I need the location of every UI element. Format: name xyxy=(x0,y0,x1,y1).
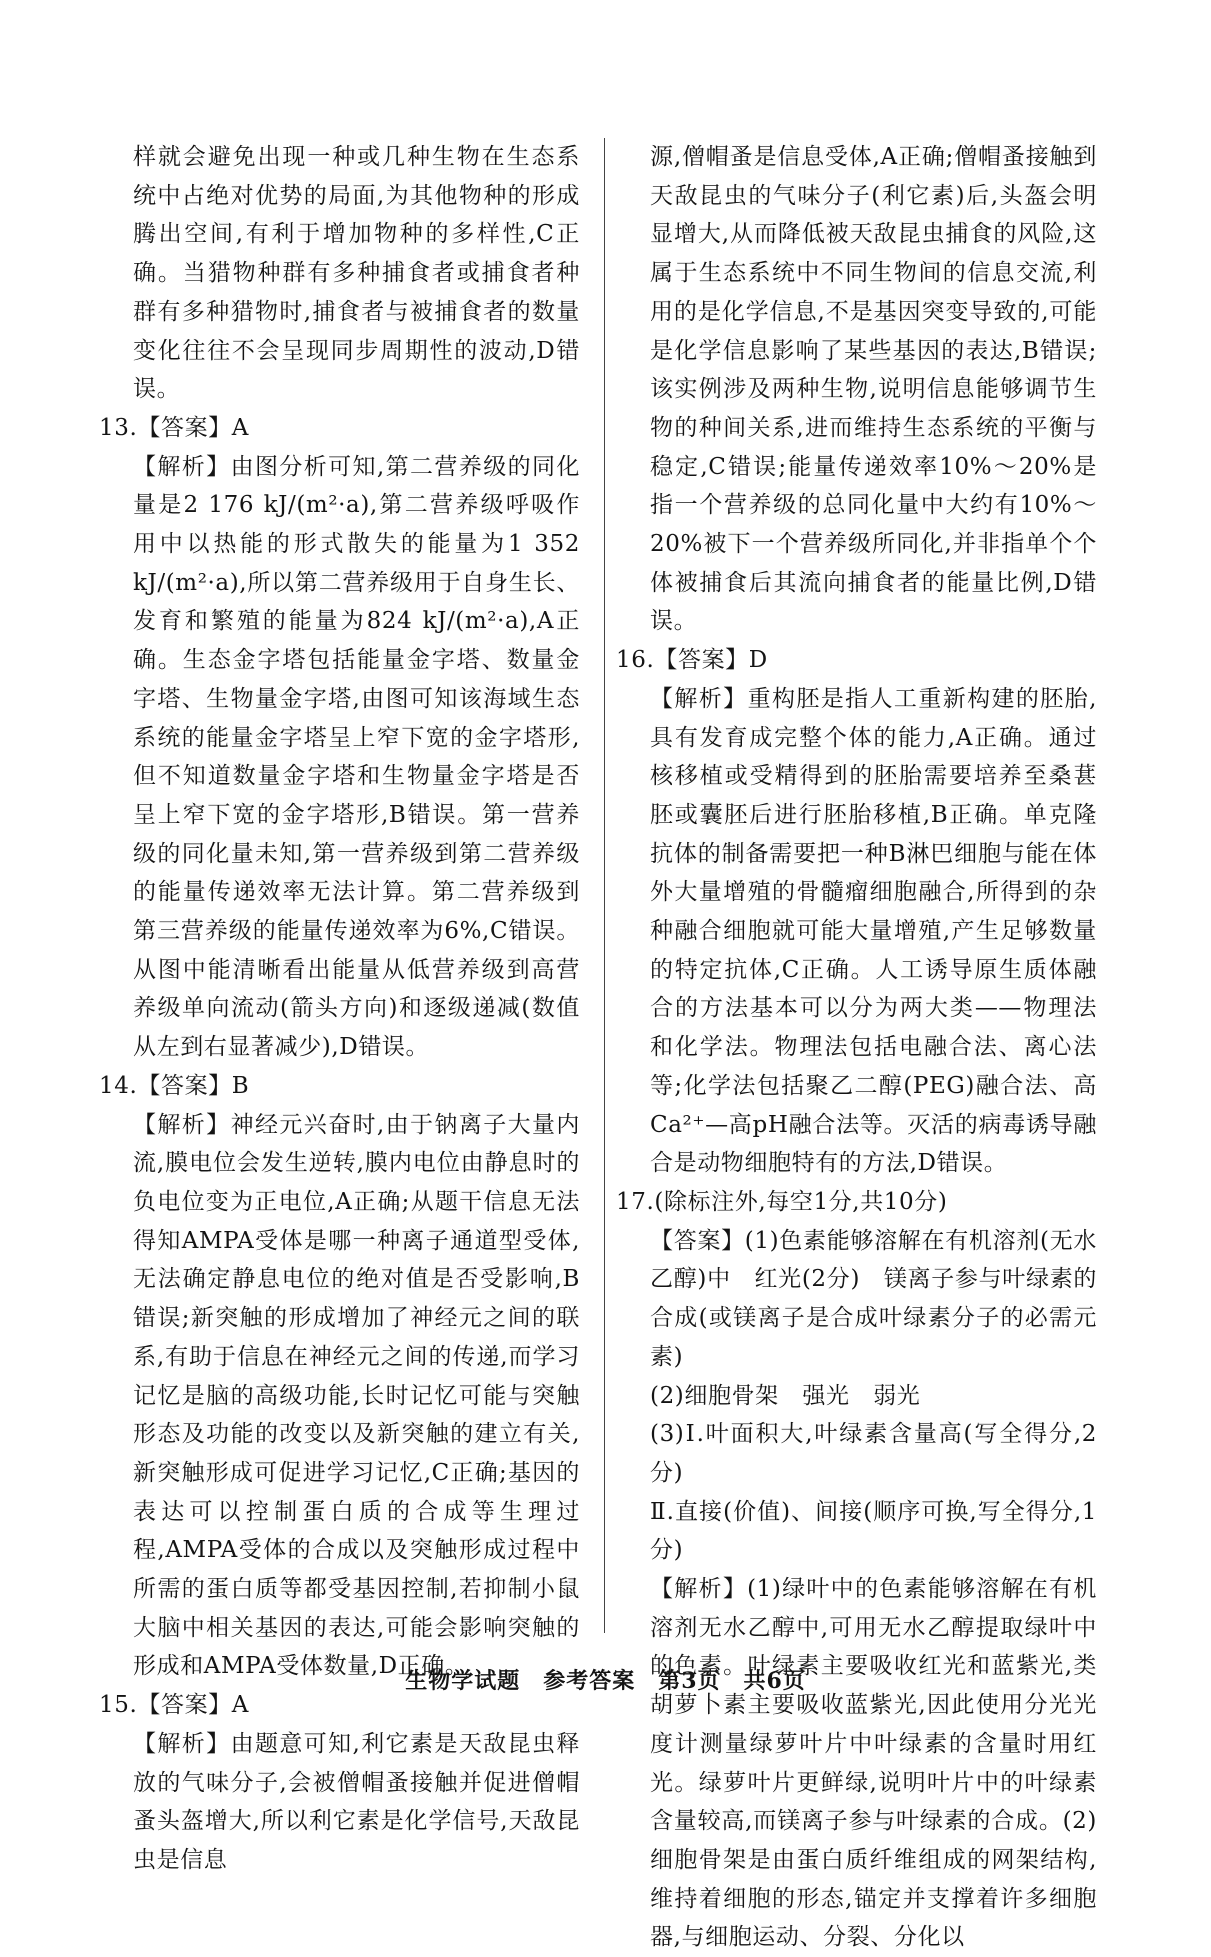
question-heading: 16.【答案】D xyxy=(616,647,768,674)
answer-paragraph: 【解析】(1)绿叶中的色素能够溶解在有机溶剂无水乙醇中,可用无水乙醇提取绿叶中的色素。叶绿素主要吸收红光和蓝紫光,类胡萝卜素主要吸收蓝紫光,因此使用分光光度计测量绿萝叶片中叶绿素的含量时用红光。绿萝叶片更鲜绿,说明叶片中的叶绿素含量较高,而镁离子参与叶绿素的合成。(2)细胞骨架是由蛋白质纤维组成的网架结构,维持着细胞的形态,锚定并支撑着许多细胞器,与细胞运动、分裂、分化以 xyxy=(650,1576,1097,1951)
column-divider xyxy=(604,138,605,1633)
answer-paragraph: 【解析】神经元兴奋时,由于钠离子大量内流,膜电位会发生逆转,膜内电位由静息时的负电位变为正电位,A正确;从题干信息无法得知AMPA受体是哪一种离子通道型受体,无法确定静息电位的绝对值是否受影响,B错误;新突触的形成增加了神经元之间的联系,有助于信息在神经元之间的传递,而学习记忆是脑的高级功能,长时记忆可能与突触形态及功能的改变以及新突触的建立有关,新突触形成可促进学习记忆,C正确;基因的表达可以控制蛋白质的合成等生理过程,AMPA受体的合成以及突触形成过程中所需的蛋白质等都受基因控制,若抑制小鼠大脑中相关基因的表达,可能会影响突触的形成和AMPA受体数量,D正确。 xyxy=(133,1111,580,1680)
left-column xyxy=(99,138,580,1880)
page-footer: 生物学试题 参考答案 第3页 共6页 xyxy=(405,1668,806,1694)
answer-paragraph: 【答案】(1)色素能够溶解在有机溶剂(无水乙醇)中 红光(2分) 镁离子参与叶绿素的合成(或镁离子是合成叶绿素分子的必需元素) xyxy=(650,1227,1097,1370)
answer-paragraph: 【解析】由图分析可知,第二营养级的同化量是2 176 kJ/(m²·a),第二营养级呼吸作用中以热能的形式散失的能量为1 352 kJ/(m²·a),所以第二营养级用于自身生长、发育和繁殖的能量为824 kJ/(m²·a),A正确。生态金字塔包括能量金字塔、数量金字塔、生物量金字塔,由图可知该海域生态系统的能量金字塔呈上窄下宽的金字塔形,但不知道数量金字塔和生物量金字塔是否呈上窄下宽的金字塔形,B错误。第一营养级的同化量未知,第一营养级到第二营养级的能量传递效率无法计算。第二营养级到第三营养级的能量传递效率为6%,C错误。从图中能清晰看出能量从低营养级到高营养级单向流动(箭头方向)和逐级递减(数值从左到右显著减少),D错误。 xyxy=(133,453,580,1061)
answer-paragraph: 【解析】重构胚是指人工重新构建的胚胎,具有发育成完整个体的能力,A正确。通过核移植或受精得到的胚胎需要培养至桑葚胚或囊胚后进行胚胎移植,B正确。单克隆抗体的制备需要把一种B淋巴细胞与能在体外大量增殖的骨髓瘤细胞融合,所得到的杂种融合细胞就可能大量增殖,产生足够数量的特定抗体,C正确。人工诱导原生质体融合的方法基本可以分为两大类——物理法和化学法。物理法包括电融合法、离心法等;化学法包括聚乙二醇(PEG)融合法、高Ca²⁺—高pH融合法等。灭活的病毒诱导融合是动物细胞特有的方法,D错误。 xyxy=(650,685,1097,1177)
question-heading: 15.【答案】A xyxy=(99,1692,249,1719)
answer-paragraph: 源,僧帽蚤是信息受体,A正确;僧帽蚤接触到天敌昆虫的气味分子(利它素)后,头盔会明显增大,从而降低被天敌昆虫捕食的风险,这属于生态系统中不同生物间的信息交流,利用的是化学信息,不是基因突变导致的,可能是化学信息影响了某些基因的表达,B错误;该实例涉及两种生物,说明信息能够调节生物的种间关系,进而维持生态系统的平衡与稳定,C错误;能量传递效率10%～20%是指一个营养级的总同化量中大约有10%～20%被下一个营养级所同化,并非指单个个体被捕食后其流向捕食者的能量比例,D错误。 xyxy=(650,144,1097,635)
question-heading: 14.【答案】B xyxy=(99,1072,250,1099)
answer-paragraph: 样就会避免出现一种或几种生物在生态系统中占绝对优势的局面,为其他物种的形成腾出空间,有利于增加物种的多样性,C正确。当猎物种群有多种捕食者或捕食者种群有多种猎物时,捕食者与被捕食者的数量变化往往不会呈现同步周期性的波动,D错误。 xyxy=(133,144,580,403)
question-heading: 17.(除标注外,每空1分,共10分) xyxy=(616,1188,948,1215)
answer-paragraph: (2)细胞骨架 强光 弱光 xyxy=(650,1382,921,1409)
answer-paragraph: 【解析】由题意可知,利它素是天敌昆虫释放的气味分子,会被僧帽蚤接触并促进僧帽蚤头盔增大,所以利它素是化学信号,天敌昆虫是信息 xyxy=(133,1730,580,1873)
question-heading: 13.【答案】A xyxy=(99,414,249,441)
answer-paragraph: (3)Ⅰ.叶面积大,叶绿素含量高(写全得分,2分) xyxy=(650,1421,1097,1486)
answer-paragraph: Ⅱ.直接(价值)、间接(顺序可换,写全得分,1分) xyxy=(650,1498,1097,1564)
